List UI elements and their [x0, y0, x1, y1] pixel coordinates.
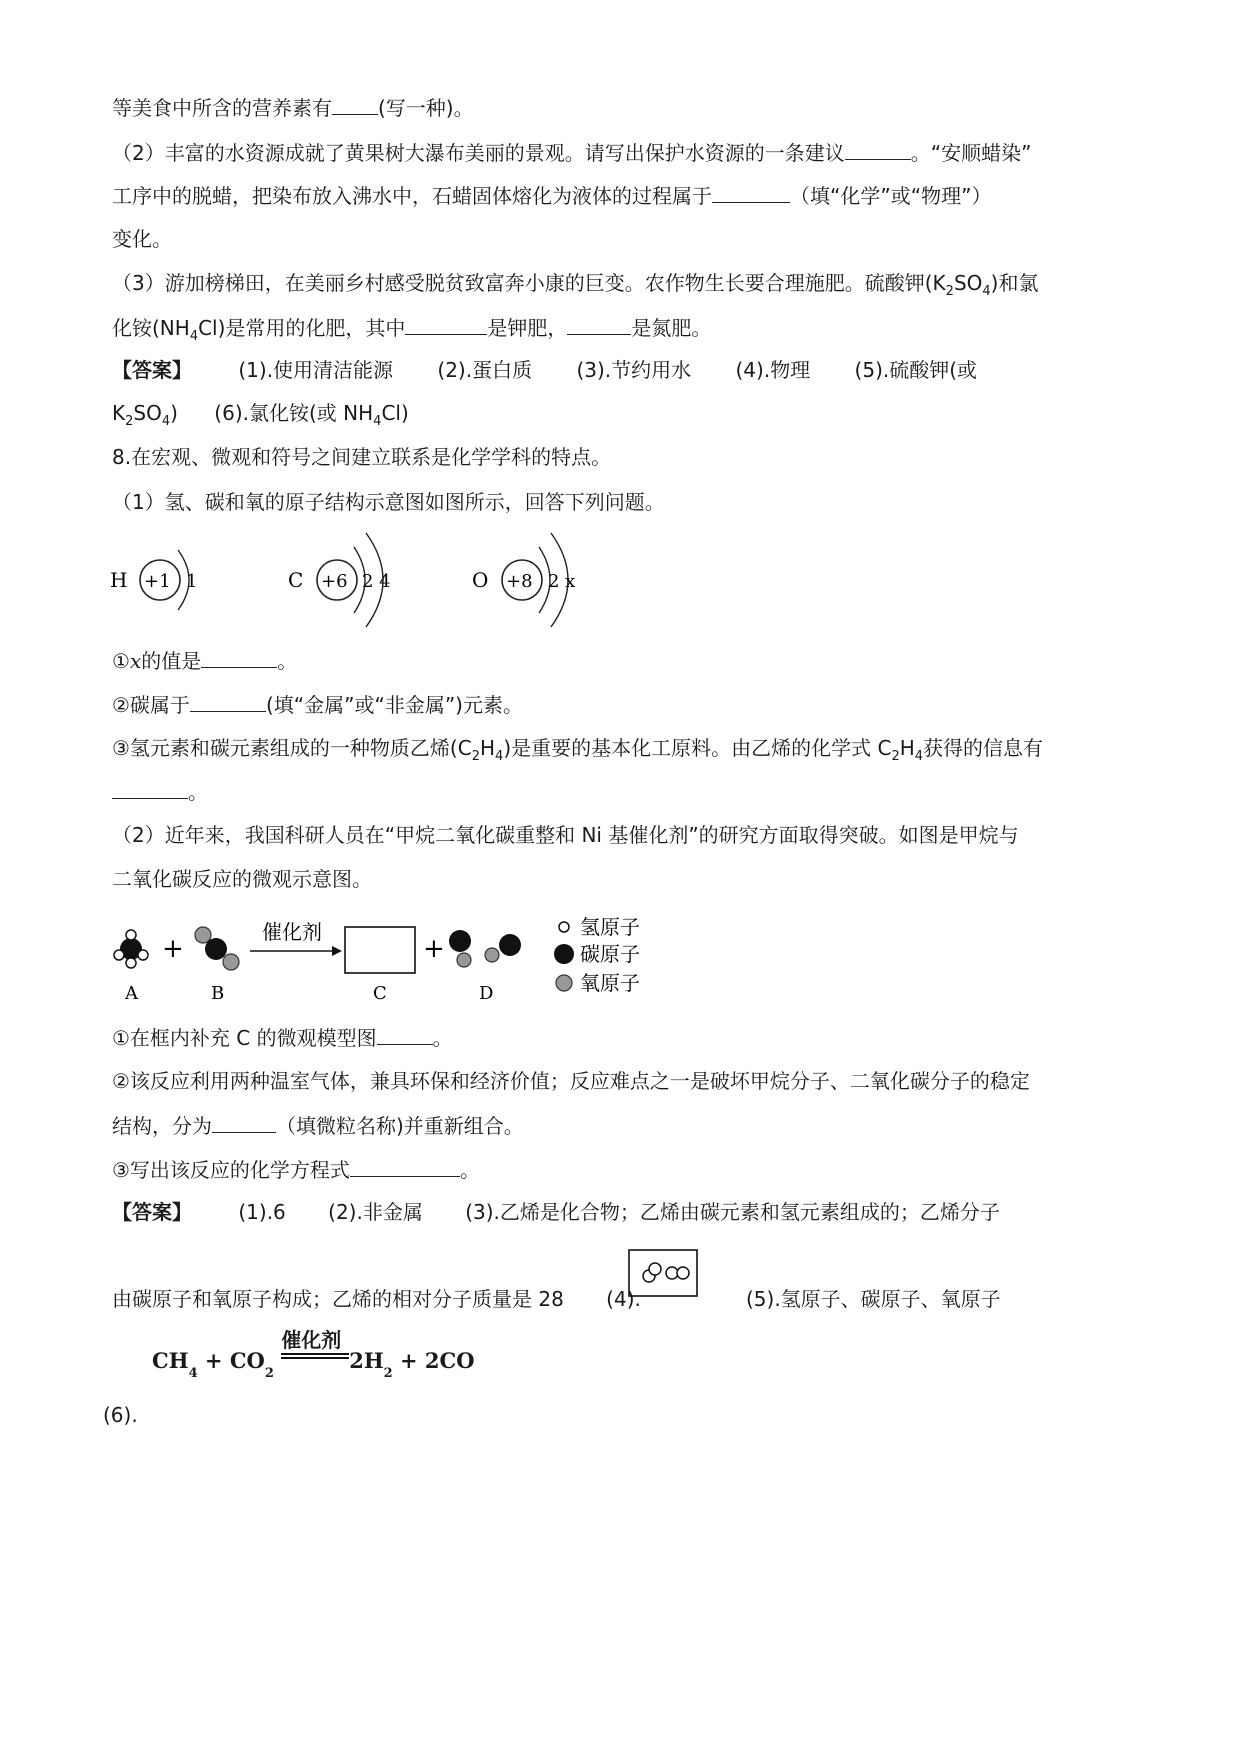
subscript: 2 — [471, 749, 480, 764]
answer-blank — [190, 689, 266, 712]
hydrogen-legend-icon — [559, 922, 569, 932]
q7-answer-line-2 — [112, 398, 409, 437]
catalyst-label: 催化剂 — [262, 920, 322, 944]
subscript: 2 — [945, 284, 954, 299]
nucleus-charge: +1 — [144, 571, 171, 592]
q8-text: )是重要的基本化工原料。由乙烯的化学式 C — [503, 736, 892, 760]
q8-q2-1 — [112, 1022, 453, 1053]
label-d: D — [479, 983, 494, 1004]
hydrogen-atom — [677, 1267, 689, 1279]
atom-symbol: C — [288, 568, 304, 592]
q8-text: 。 — [277, 649, 298, 673]
atom-structure-diagram — [100, 525, 620, 635]
q8-q2-2-cont — [112, 1110, 524, 1141]
q8-text: 二氧化碳反应的微观示意图。 — [112, 867, 372, 891]
equation-term: + 2CO — [392, 1348, 475, 1373]
q8-text: 。 — [432, 1026, 453, 1050]
subscript: 4 — [188, 1366, 198, 1382]
answer-label: 【答案】 — [112, 1200, 192, 1224]
answer-item: ) — [170, 401, 178, 425]
oxygen-atom-diagram — [472, 533, 575, 627]
hydrogen-atom — [138, 950, 148, 960]
q8-sub1 — [112, 645, 297, 676]
shell-electrons: 2 4 — [362, 571, 391, 592]
q7-answer-line-1 — [112, 355, 977, 385]
shell-electrons: 1 — [186, 571, 198, 592]
hydrogen-atom — [126, 930, 136, 940]
legend-oxygen: 氧原子 — [580, 971, 640, 995]
hydrogen-atom — [126, 958, 136, 968]
equation-term: 2H — [349, 1348, 384, 1373]
q7-text: )和氯 — [990, 271, 1039, 295]
equals-line — [281, 1357, 349, 1359]
oxygen-atom — [223, 954, 239, 970]
molecule-d-carbon-monoxide — [449, 930, 521, 967]
q8-text: 结构，分为 — [112, 1114, 212, 1138]
carbon-atom — [499, 934, 521, 956]
q8-answer-5 — [746, 1284, 1001, 1314]
answer-blank — [112, 776, 188, 799]
atom-symbol: O — [472, 568, 489, 592]
answer-blank — [332, 92, 378, 115]
carbon-atom — [205, 938, 227, 960]
q8-part1 — [112, 487, 665, 517]
answer-item: 由碳原子和氧原子构成；乙烯的相对分子质量是 28 — [112, 1287, 564, 1311]
q8-text: ①在框内补充 C 的微观模型图 — [112, 1026, 377, 1050]
q8-text: H — [899, 736, 915, 760]
q8-part2-line-1 — [112, 820, 1019, 850]
q8-text: ②该反应利用两种温室气体，兼具环保和经济价值；反应难点之一是破坏甲烷分子、二氧化碳分子的稳定 — [112, 1069, 1030, 1093]
product-c-box — [345, 927, 415, 973]
answer-item: (3).乙烯是化合物；乙烯由碳元素和氢元素组成的；乙烯分子 — [465, 1200, 1000, 1224]
answer-blank — [350, 1154, 460, 1177]
q7-text: （填“化学”或“物理”） — [790, 184, 992, 208]
answer-item: Cl) — [381, 401, 409, 425]
variable-x: x — [129, 649, 142, 673]
q8-text: ③写出该反应的化学方程式 — [112, 1158, 350, 1182]
answer-item: (4).物理 — [735, 358, 811, 382]
answer-item: (2).非金属 — [328, 1200, 423, 1224]
q7-text: （3）游加榜梯田，在美丽乡村感受脱贫致富奔小康的巨变。农作物生长要合理施肥。硫酸钾(K — [112, 271, 946, 295]
answer-item: (5).氢原子、碳原子、氧原子 — [746, 1287, 1001, 1311]
q7-text: 变化。 — [112, 227, 172, 251]
oxygen-atom — [195, 927, 211, 943]
q8-answer-line-1 — [112, 1197, 1000, 1227]
answer-blank — [405, 312, 487, 335]
answer-item: (2).蛋白质 — [437, 358, 533, 382]
reaction-micro-diagram — [100, 905, 660, 1010]
equation-term: CH — [152, 1348, 189, 1373]
answer-blank — [845, 137, 911, 160]
answer-blank — [567, 312, 631, 335]
plus-sign: + — [423, 934, 445, 964]
answer-blank — [377, 1022, 433, 1045]
subscript: 2 — [891, 749, 900, 764]
q8-q2-2 — [112, 1066, 1030, 1096]
answer-item: SO — [133, 401, 162, 425]
molecule-b-carbon-dioxide — [195, 927, 239, 970]
equals-line — [281, 1353, 349, 1355]
label-c: C — [373, 983, 387, 1004]
nucleus-charge: +6 — [321, 571, 348, 592]
q7-text: （2）丰富的水资源成就了黄果树大瀑布美丽的景观。请写出保护水资源的一条建议 — [112, 141, 845, 165]
q8-sub2 — [112, 689, 523, 720]
carbon-legend-icon — [554, 944, 574, 964]
subscript: 2 — [125, 414, 134, 429]
answer-blank — [712, 180, 790, 203]
carbon-atom-diagram — [288, 533, 391, 627]
shell-electrons: 2 x — [548, 571, 576, 592]
legend-hydrogen: 氢原子 — [580, 915, 640, 939]
hydrogen-atom — [114, 950, 124, 960]
subscript: 4 — [373, 414, 382, 429]
answer-item: (1).6 — [238, 1200, 286, 1224]
q8-text: 获得的信息有 — [923, 736, 1044, 760]
q7-line-2 — [112, 137, 1031, 168]
q7-line-5 — [112, 268, 1038, 307]
q7-text: 是氮肥。 — [631, 316, 712, 340]
q8-text: （填微粒名称)并重新组合。 — [276, 1114, 524, 1138]
subscript: 4 — [914, 749, 924, 764]
q7-text: (写一种)。 — [378, 96, 474, 120]
q7-line-6 — [112, 312, 711, 352]
answer-item: (4). — [606, 1287, 641, 1311]
q8-answer-6 — [103, 1400, 138, 1430]
q8-text: ③氢元素和碳元素组成的一种物质乙烯(C — [112, 736, 472, 760]
hydrogen-atom — [666, 1267, 678, 1279]
answer-item: (6).氯化铵(或 NH — [214, 401, 374, 425]
subscript: 4 — [161, 414, 171, 429]
oxygen-atom — [457, 953, 471, 967]
equation-term: + CO — [197, 1348, 265, 1373]
atom-symbol: H — [110, 568, 128, 592]
q7-text: 工序中的脱蜡，把染布放入沸水中，石蜡固体熔化为液体的过程属于 — [112, 184, 712, 208]
answer-label: 【答案】 — [112, 358, 192, 382]
q8-text: 的值是 — [141, 649, 202, 673]
plus-sign: + — [162, 934, 184, 964]
answer-item: (5).硫酸钾(或 — [854, 358, 978, 382]
hydrogen-atom-diagram — [110, 550, 197, 610]
q7-text: SO — [953, 271, 983, 295]
subscript: 4 — [982, 284, 991, 299]
q8-text: ②碳属于 — [112, 693, 190, 717]
label-b: B — [211, 983, 225, 1004]
q8-answer-line-2 — [112, 1284, 641, 1314]
answer-item: K — [112, 401, 126, 425]
arrow-head — [332, 946, 342, 956]
hydrogen-atom — [649, 1263, 661, 1275]
answer-blank — [212, 1110, 276, 1133]
answer-c-model-box — [628, 1249, 700, 1299]
q7-text: 。“安顺蜡染” — [910, 141, 1032, 165]
q8-text: （2）近年来，我国科研人员在“甲烷二氧化碳重整和 Ni 基催化剂”的研究方面取得突破。如图是甲烷与 — [112, 823, 1019, 847]
q7-text: 是钾肥， — [487, 316, 568, 340]
oxygen-legend-icon — [556, 975, 572, 991]
chemical-equation — [152, 1326, 475, 1382]
q8-text: H — [479, 736, 496, 760]
legend-carbon: 碳原子 — [580, 942, 640, 966]
label-a: A — [125, 983, 138, 1004]
q8-sub3-cont — [112, 776, 208, 807]
subscript: 4 — [495, 749, 504, 764]
q8-sub3 — [112, 733, 1043, 772]
q8-text: 。 — [188, 780, 208, 804]
answer-item: (6). — [103, 1403, 138, 1427]
subscript: 4 — [189, 329, 199, 344]
carbon-atom — [449, 930, 471, 952]
q8-q2-3 — [112, 1154, 480, 1185]
q7-text: Cl)是常用的化肥，其中 — [198, 316, 406, 340]
legend — [554, 915, 640, 995]
q8-title — [112, 442, 611, 472]
subscript: 2 — [264, 1366, 274, 1382]
q7-text: 化铵(NH — [112, 316, 190, 340]
answer-item: (1).使用清洁能源 — [238, 358, 394, 382]
q7-line-4 — [112, 224, 172, 254]
q8-text: 。 — [459, 1158, 480, 1182]
q8-text: (填“金属”或“非金属”)元素。 — [265, 693, 523, 717]
catalyst-label: 催化剂 — [281, 1328, 342, 1352]
answer-item: (3).节约用水 — [576, 358, 692, 382]
oxygen-atom — [485, 948, 499, 962]
nucleus-charge: +8 — [506, 571, 533, 592]
q8-text: ① — [112, 649, 130, 673]
q7-line-3 — [112, 180, 991, 211]
molecule-a-methane — [114, 930, 148, 968]
question-title: 8.在宏观、微观和符号之间建立联系是化学学科的特点。 — [112, 445, 612, 469]
q8-part2-line-2 — [112, 864, 372, 894]
answer-blank — [201, 645, 277, 668]
q8-text: （1）氢、碳和氧的原子结构示意图如图所示，回答下列问题。 — [112, 490, 665, 514]
subscript: 2 — [383, 1366, 393, 1382]
equation-condition — [281, 1326, 349, 1366]
q7-line-1 — [112, 92, 474, 123]
q7-text: 等美食中所含的营养素有 — [112, 96, 332, 120]
